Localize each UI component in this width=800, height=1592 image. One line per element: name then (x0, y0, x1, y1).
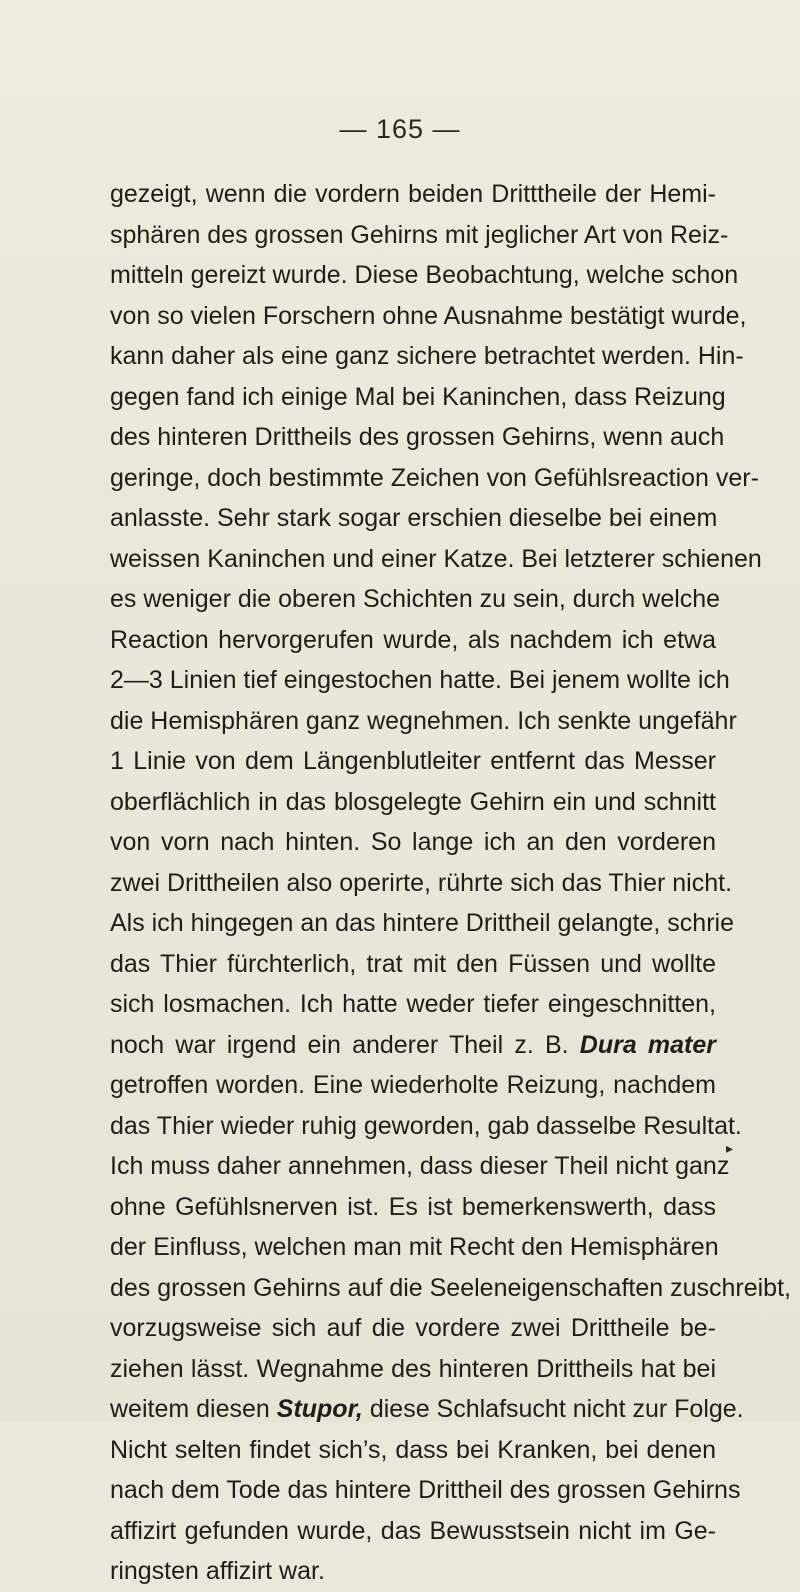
text-line: sich losmachen. Ich hatte weder tiefer eingeschnitten, (110, 990, 716, 1018)
text-line: Nicht selten findet sich’s, dass bei Kranken, bei denen (110, 1435, 716, 1464)
text-line: ringsten affizirt war. (110, 1557, 325, 1585)
page-number: — 165 — (339, 114, 461, 144)
text-line: das Thier wieder ruhig geworden, gab dasselbe Resultat. (110, 1111, 742, 1140)
text-line: oberflächlich in das blosgelegte Gehirn ein und schnitt (110, 787, 716, 816)
text-segment: noch war irgend ein anderer Theil z. B. (110, 1030, 569, 1059)
text-line-with-emphasis (110, 1389, 744, 1430)
text-line: ohne Gefühlsnerven ist. Es ist bemerkenswerth, dass (110, 1192, 716, 1221)
margin-mark: ▸ (726, 1141, 734, 1157)
text-line: zwei Drittheilen also operirte, rührte sich das Thier nicht. (110, 868, 733, 897)
text-line: anlasste. Sehr stark sogar erschien dieselbe bei einem (110, 504, 718, 532)
text-segment: weitem diesen (110, 1395, 270, 1423)
emphasis-dura-mater: Dura mater (579, 1030, 716, 1059)
text-line: gegen fand ich einige Mal bei Kaninchen, dass Reizung (110, 382, 726, 411)
text-line: von vorn nach hinten. So lange ich an den vorderen (110, 828, 716, 856)
body-text (110, 174, 791, 1592)
text-line: mitteln gereizt wurde. Diese Beobachtung, welche schon (110, 261, 739, 289)
text-line: des hinteren Drittheils des grossen Gehirns, wenn auch (110, 423, 725, 451)
text-line: Reaction hervorgerufen wurde, als nachdem ich etwa (110, 625, 716, 654)
text-line: der Einfluss, welchen man mit Recht den Hemisphären (110, 1233, 719, 1261)
emphasis-stupor: Stupor, (276, 1395, 363, 1423)
text-line: sphären des grossen Gehirns mit jeglicher Art von Reiz- (110, 220, 729, 249)
text-line: Als ich hingegen an das hintere Drittheil gelangte, schrie (110, 909, 734, 937)
text-line: vorzugsweise sich auf die vordere zwei Drittheile be- (110, 1314, 716, 1342)
text-line: des grossen Gehirns auf die Seeleneigenschaften zuschreibt, (110, 1273, 791, 1302)
text-line: geringe, doch bestimmte Zeichen von Gefühlsreaction ver- (110, 463, 759, 492)
text-line: kann daher als eine ganz sichere betrachtet werden. Hin- (110, 342, 744, 370)
text-line: ziehen lässt. Wegnahme des hinteren Drittheils hat bei (110, 1354, 716, 1383)
text-line: affizirt gefunden wurde, das Bewusstsein nicht im Ge- (110, 1516, 716, 1545)
text-line: das Thier fürchterlich, trat mit den Füssen und wollte (110, 949, 716, 978)
text-line: 2—3 Linien tief eingestochen hatte. Bei jenem wollte ich (110, 666, 730, 694)
text-line: nach dem Tode das hintere Drittheil des grossen Gehirns (110, 1476, 741, 1504)
text-segment: diese Schlafsucht nicht zur Folge. (369, 1395, 744, 1423)
text-line-with-emphasis (110, 1025, 716, 1066)
text-line: es weniger die oberen Schichten zu sein, durch welche (110, 585, 721, 613)
text-line: 1 Linie von dem Längenblutleiter entfernt das Messer (110, 747, 716, 775)
text-line: die Hemisphären ganz wegnehmen. Ich senkte ungefähr (110, 706, 737, 735)
text-line: getroffen worden. Eine wiederholte Reizung, nachdem (110, 1071, 716, 1099)
text-line: von so vielen Forschern ohne Ausnahme bestätigt wurde, (110, 301, 747, 330)
text-line: gezeigt, wenn die vordern beiden Dritttheile der Hemi- (110, 180, 716, 208)
text-line: Ich muss daher annehmen, dass dieser Theil nicht ganz (110, 1152, 730, 1180)
text-line: weissen Kaninchen und einer Katze. Bei letzterer schienen (110, 544, 762, 573)
